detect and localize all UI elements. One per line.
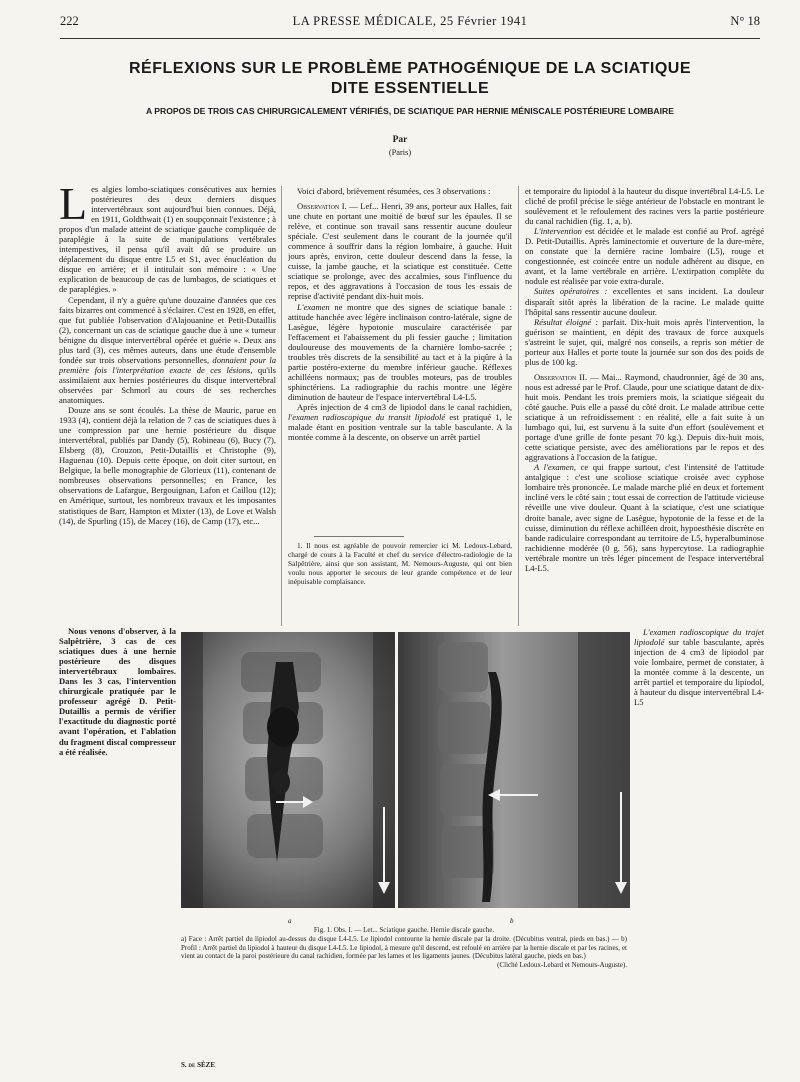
journal-name: LA PRESSE MÉDICALE, 25 Février 1941 — [292, 14, 528, 28]
paragraph: Cependant, il n'y a guère qu'une douzaine d'années que ces faits bizarres ont commencé à s'éclairer. C'est en 1928, en effet, que fut publiée l'observation d'Alajouanine et Petit-Dutaillis (2), concernant un cas de sciatique gauche due à une « tumeur bénigne du disque intervertébral opérée et guérie ». Deux ans plus tard (3), ces mêmes auteurs, dans une étude d'ensemble fondée sur trois observations personnelles, donnaient pour la première fois l'interprétation exacte de ces lésions, qu'ils assimilaient aux hernies postérieures du disque intervertébral observées par Schmorl au cours de ses recherches anatomiques. — [59, 294, 276, 405]
byline-prefix: Par — [392, 135, 408, 145]
article-title-line1: RÉFLEXIONS SUR LE PROBLÈME PATHOGÉNIQUE DE LA SCIATIQUE — [128, 60, 692, 77]
paragraph: Nous venons d'observer, à la Salpêtrière, 3 cas de ces sciatiques dues à une hernie postérieure des disques intervertébraux lombaires. Dans les 3 cas, l'intervention chirurgicale pratiquée par le professeur agrégé D. Petit-Dutaillis a permis de vérifier l'exactitude du diagnostic porté avant l'opération, et l'ablation du fragment discal compresseur a été réalisée. — [59, 626, 176, 757]
paragraph: A l'examen, ce qui frappe surtout, c'est l'intensité de l'attitude antalgique : c'est une scoliose sciatique croisée avec cyphose lombaire très prononcée. Le malade marche plié en deux et fortement incliné vers le côté sain ; tout essai de correction de l'attitude vicieuse réveille une vive douleur. Quant à la sciatique, c'est une sciatique droite banale, avec signe de Lasègue, hypotonie de la fesse et de la cuisse, diminution du réflexe achilléen droit, hypoesthésie discrète en bande radiculaire correspondant au territoire de L5, hyperalbuminose rachidienne modérée (0 g. 56), sans hypercytose. La radiographie vertébrale montre un très léger pincement de l'espace intervertébral L4-L5. — [525, 462, 764, 573]
paragraph: L'examen radioscopique du trajet lipiodolé sur table basculante, après injection de 4 cm3 de lipiodol par voie lombaire, permet de constater, à la montée comme à la descente, un arrêt partiel et temporaire du lipiodol, à hauteur du disque intervertébral L4-L5 — [634, 627, 764, 708]
paragraph: Voici d'abord, brièvement résumées, ces 3 observations : — [297, 186, 491, 196]
paragraph: Suites opératoires : excellentes et sans incident. La douleur disparaît sitôt après la libération de la racine. Le malade quitte l'hôpital sans ressentir aucune douleur. — [525, 286, 764, 317]
author-name: S. de SÈZE — [181, 1061, 215, 1069]
footnote-rule — [314, 536, 404, 537]
figure-label-b: b — [510, 917, 514, 925]
intro-paragraph: Les algies lombo-sciatiques consécutives aux hernies postérieures des deux derniers disques intervertébraux sont aujourd'hui bien connues. Déjà, en 1911, Goldthwait (1) en soupçonnait l'existence ; à propos d'un malade atteint de sciatique gauche compliquée de paraplégie à la suite de manipulations vertébrales intempestives, il pensa qu'il avait dû se produire un déplacement du disque entre L5 et S1, avec énucléation du disque en arrière; et il intitulait son mémoire : « Une explication de beaucoup de cas de lumbagos, de sciatiques et de paraplégies. » — [59, 184, 276, 295]
paragraph: L'examen ne montre que des signes de sciatique banale : attitude hanchée avec légère inclinaison contro-latérale, signe de Lasègue, légère hypotonie musculaire caractérisée par l'effacement et l'abaissement du pli fessier gauche ; limitation douloureuse des mouvements de la charnière lombo-sacrée ; troubles très discrets de la sensibilité au tact et à la piqûre à la partie postéro-externe du membre inférieur gauche. Réflexes achilléens normaux; pas de troubles moteurs, pas de troubles sphinctériens. La radiographie du rachis montre une légère diminution de hauteur de l'espace intervertébral L4-L5. — [288, 301, 512, 402]
figure-title: Fig. 1. Obs. I. — Let... Sciatique gauche. Hernie discale gauche. — [313, 926, 495, 934]
paragraph: L'intervention est décidée et le malade est confié au Prof. agrégé D. Petit-Dutaillis. Après laminectomie et ouverture de la dure-mère, on constate que la dernière racine lombaire (L5), rouge et congestionnée, est coincée entre un nodule adhérent au disque, en avant, et la lame vertébrale en arrière. L'extirpation complète du nodule est réalisée par voie extra-durale. — [525, 226, 764, 287]
xray-image-b — [398, 632, 630, 908]
header-rule — [60, 38, 760, 39]
column-1 — [59, 184, 276, 626]
paragraph: et temporaire du lipiodol à la hauteur du disque invertébral L4-L5. Le cliché de profil précise le siège antérieur de l'obstacle en montrant le soulèvement et le refoulement des racines vers la partie postérieure du canal rachidien (fig. 1, a, b). — [525, 186, 764, 227]
column-1-narrow — [59, 626, 176, 1011]
article-title-line2: DITE ESSENTIELLE — [330, 80, 490, 97]
author-location: (Paris) — [388, 148, 412, 157]
footnote: 1. Il nous est agréable de pouvoir remercier ici M. Ledoux-Lebard, chargé de cours à la Faculté et chef du service d'électro-radiologie de la Salpêtrière, ainsi que son assistant, M. Nemours-Auguste, qui ont bien voulu nous apporter le secours de leur grande compétence et de leur inépuisable complaisance. — [288, 541, 512, 586]
xray-b-graphic — [398, 632, 630, 908]
paragraph: Résultat éloigné : parfait. Dix-huit mois après l'intervention, la guérison se maintient, en dépit des travaux de force auxquels s'astreint le sujet, qui, malgré nos conseils, a repris son métier de porteur aux Halles et porte toute la journée sur son dos des poids de plus de 100 kg. — [525, 316, 764, 367]
observation-1: Observation I. — Lef... Henri, 39 ans, porteur aux Halles, fait une chute en portant une moitié de bœuf sur les épaules. Il se relève, et continue son travail sans ressentir aucune douleur spéciale. C'est seulement dans le courant de la journée qu'il commence à souffrir dans la région lombaire, à gauche. Huit jours après, environ, cette douleur descend dans la fesse, la cuisse, la jambe gauche, et la sciatique est constituée. Cette sciatique se prolonge, avec des accalmies, sous l'influence du repos, et des aggravations à l'occasion de tous les essais de reprise d'activité pendant dix-huit mois. — [288, 201, 512, 302]
drop-cap: L — [59, 184, 88, 229]
issue-number: N° 18 — [730, 14, 760, 28]
observation-2: Observation II. — Mai... Raymond, chaudronnier, âgé de 30 ans, nous est adressé par le Prof. Claude, pour une sciatique datant de dix-huit mois. Pendant les trois premiers mois, la sciatique siégeait du côté gauche. Puis elle a passé du côté droit. Le malade attribue cette sciatique à un refroidissement : en réalité, elle a fait suite à un lumbago qui, lui, est survenu à la suite d'un effort (soulèvement et portage d'une grille de fonte pesant 70 kg.). Depuis dix-huit mois, cette sciatique persiste, avec des améliorations par le repos et des aggravations à l'occasion de la fatigue. — [525, 371, 764, 463]
running-header — [60, 14, 760, 34]
xray-image-a — [181, 632, 395, 908]
figure-caption-text: a) Face : Arrêt partiel du lipiodol au-dessus du disque L4-L5. Le lipiodol contourne la hernie discale par la droite. (Décubitus ventral, pieds en bas.) — b) Profil : Arrêt partiel du lipiodol à hauteur du disque L4-L5. Le lipiodol, à mesure qu'il descend, est refoulé en arrière par la hernie discale et par les racines, et vient au contact de la paroi postérieure du canal rachidien, formée par les lames et les ligaments jaunes. (Décubitus latéral gauche, pieds en bas.) — [181, 934, 627, 961]
figure-credit: (Cliché Ledoux-Lebard et Nemours-Auguste). — [497, 961, 627, 970]
article-subtitle: A PROPOS DE TROIS CAS CHIRURGICALEMENT VÉRIFIÉS, DE SCIATIQUE PAR HERNIE MÉNISCALE POSTÉRIEURE LOMBAIRE — [146, 106, 674, 116]
paragraph: Après injection de 4 cm3 de lipiodol dans le canal rachidien, l'examen radioscopique du transit lipiodolé est pratiqué 1, le malade étant en position ventrale sur la table basculante. A la montée comme à la descente, on observe un arrêt partiel — [288, 401, 512, 443]
figure-caption — [181, 926, 627, 970]
column-divider — [518, 186, 519, 626]
paragraph: Douze ans se sont écoulés. La thèse de Mauric, parue en 1933 (4), contient déjà la relation de 7 cas de sciatiques dues à une compression par une hernie postérieure du disque intervertébral, publiés par Dandy (5), Robineau (6), Bucy (7), Elsberg (8), Crouzon, Petit-Dutaillis et Christophe (9), Haguenau (10). Depuis cette époque, on doit citer surtout, en Belgique, la belle monographie de Glorieux (11), contenant de nombreuses observations personnelles; en France, les observations de Lafargue, Bergouignan, Lafon et Caillou (12); en Amérique, surtout, les nombreux travaux et les imposantes statistiques de Barr, Hampton et Mixter (13), de Love et Walsh (14), de Spurling (15), de Macey (16), de Camp (17), etc... — [59, 405, 276, 526]
column-3 — [525, 186, 764, 627]
page-number: 222 — [60, 14, 79, 28]
column-3-narrow — [634, 627, 764, 1027]
xray-a-graphic — [181, 632, 395, 908]
column-divider — [281, 186, 282, 626]
figure-label-a: a — [288, 917, 292, 925]
